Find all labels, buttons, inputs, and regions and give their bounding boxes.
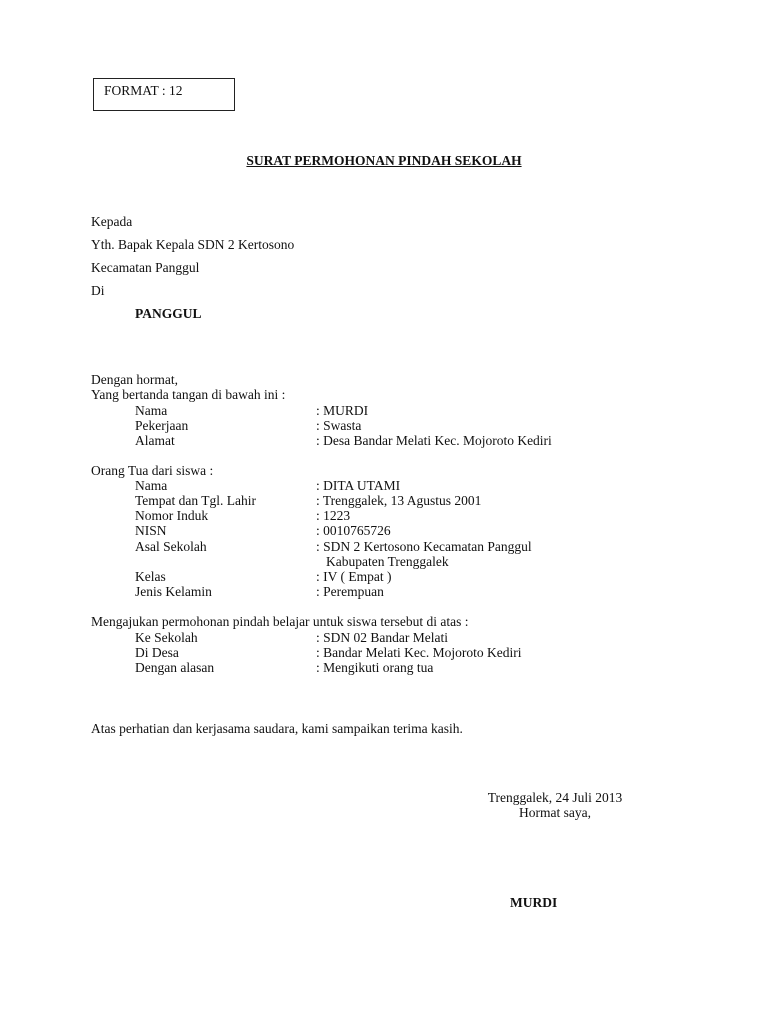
request-school-label: Ke Sekolah (135, 630, 198, 645)
request-village-value: : Bandar Melati Kec. Mojoroto Kediri (316, 645, 522, 660)
recipient-line-1: Kepada (91, 214, 133, 229)
greeting: Dengan hormat, (91, 372, 178, 387)
student-id-value: : 1223 (316, 508, 351, 523)
student-school-value: : SDN 2 Kertosono Kecamatan Panggul (316, 539, 532, 554)
student-gender-value: : Perempuan (316, 584, 384, 599)
signature-place-date: Trenggalek, 24 Juli 2013 (487, 790, 623, 805)
applicant-job-label: Pekerjaan (135, 418, 189, 433)
recipient-line-4: Di (91, 283, 105, 298)
student-name-label: Nama (135, 478, 168, 493)
request-school-value: : SDN 02 Bandar Melati (316, 630, 448, 645)
student-class-value: : IV ( Empat ) (316, 569, 392, 584)
student-birth-label: Tempat dan Tgl. Lahir (135, 493, 257, 508)
recipient-city: PANGGUL (135, 306, 202, 321)
recipient-line-3: Kecamatan Panggul (91, 260, 200, 275)
signature-name: MURDI (510, 895, 558, 910)
applicant-address-value: : Desa Bandar Melati Kec. Mojoroto Kediri (316, 433, 552, 448)
applicant-address-label: Alamat (135, 433, 175, 448)
student-class-label: Kelas (135, 569, 166, 584)
intro-text: Yang bertanda tangan di bawah ini : (91, 387, 286, 402)
student-intro: Orang Tua dari siswa : (91, 463, 214, 478)
student-birth-value: : Trenggalek, 13 Agustus 2001 (316, 493, 482, 508)
applicant-job-value: : Swasta (316, 418, 362, 433)
student-name-value: : DITA UTAMI (316, 478, 401, 493)
request-reason-value: : Mengikuti orang tua (316, 660, 434, 675)
closing-text: Atas perhatian dan kerjasama saudara, kami sampaikan terima kasih. (91, 721, 463, 736)
applicant-name-value: : MURDI (316, 403, 369, 418)
recipient-line-2: Yth. Bapak Kepala SDN 2 Kertosono (91, 237, 295, 252)
student-nisn-value: : 0010765726 (316, 523, 391, 538)
signature-regards: Hormat saya, (519, 805, 591, 820)
letter-title: SURAT PERMOHONAN PINDAH SEKOLAH (246, 153, 522, 168)
student-id-label: Nomor Induk (135, 508, 209, 523)
request-village-label: Di Desa (135, 645, 179, 660)
student-nisn-label: NISN (135, 523, 167, 538)
student-school-label: Asal Sekolah (135, 539, 207, 554)
request-reason-label: Dengan alasan (135, 660, 215, 675)
student-gender-label: Jenis Kelamin (135, 584, 212, 599)
format-box (93, 78, 235, 111)
request-intro: Mengajukan permohonan pindah belajar untuk siswa tersebut di atas : (91, 614, 469, 629)
student-school-value-cont: Kabupaten Trenggalek (326, 554, 449, 569)
applicant-name-label: Nama (135, 403, 168, 418)
format-label: FORMAT : 12 (104, 83, 183, 98)
